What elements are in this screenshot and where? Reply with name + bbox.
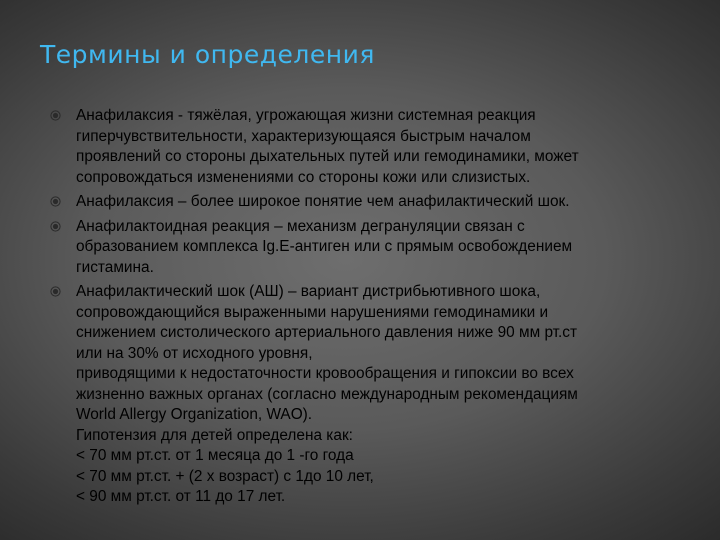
bullet-line: World Allergy Organization, WAO). [76, 406, 313, 423]
bullet-line: Анафилактический шок (АШ) – вариант дистрибьютивного шока, [76, 283, 541, 300]
bullet-line: гиперчувствительности, характеризующаяся быстрым началом [76, 127, 531, 145]
bullet-item-anaphylaxis-definition [50, 106, 675, 188]
bullet-line: гистамина. [76, 258, 154, 276]
bullet-list [50, 106, 675, 508]
bullet-line: образованием комплекса Ig.E-антиген или с прямым освобождением [76, 238, 573, 255]
circle-bullet-icon [50, 221, 61, 232]
bullet-line: Гипотензия для детей определена как: [76, 426, 353, 444]
bullet-line: < 70 мм рт.ст. от 1 месяца до 1 -го года [76, 447, 354, 464]
bullet-line: < 90 мм рт.ст. от 11 до 17 лет. [76, 488, 286, 505]
bullet-line: Анафилаксия – более широкое понятие чем анафилактический шок. [76, 193, 570, 210]
bullet-line: проявлений со стороны дыхательных путей или гемодинамики, может [76, 148, 579, 165]
circle-bullet-icon [50, 196, 61, 207]
slide-title: Термины и определения [40, 40, 375, 69]
bullet-item-anaphylactic-shock [50, 282, 675, 508]
bullet-line: Анафилаксия - тяжёлая, угрожающая жизни системная реакция [76, 107, 536, 124]
bullet-line: сопровождающийся выраженными нарушениями гемодинамики и [76, 303, 549, 321]
circle-bullet-icon [50, 286, 61, 297]
bullet-item-anaphylaxis-scope [50, 192, 675, 213]
bullet-line: жизненно важных органах (согласно международным рекомендациям [76, 385, 578, 403]
bullet-item-anaphylactoid-reaction [50, 217, 675, 279]
bullet-line: сопровождаться изменениями со стороны кожи или слизистых. [76, 168, 531, 186]
bullet-line: < 70 мм рт.ст. + (2 х возраст) с 1до 10 лет, [76, 467, 374, 485]
circle-bullet-icon [50, 110, 61, 121]
bullet-line: или на 30% от исходного уровня, [76, 344, 313, 362]
bullet-line: Анафилактоидная реакция – механизм дегрануляции связан с [76, 217, 525, 235]
bullet-line: снижением систолического артериального давления ниже 90 мм рт.ст [76, 324, 578, 341]
bullet-line: приводящими к недостаточности кровообращения и гипоксии во всех [76, 365, 574, 382]
